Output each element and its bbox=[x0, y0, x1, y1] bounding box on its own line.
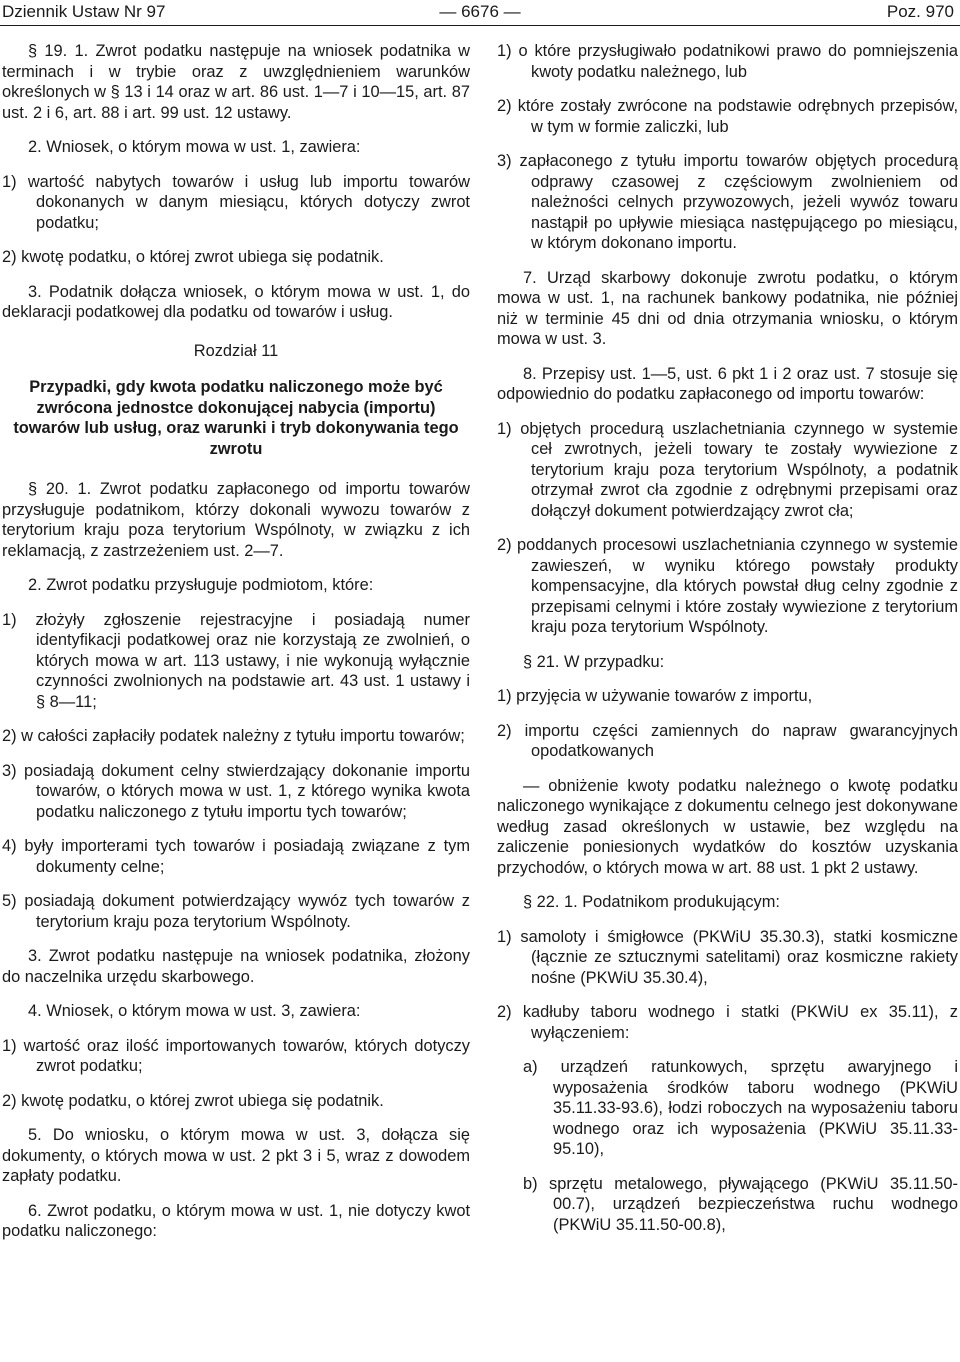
list-item: 2) kwotę podatku, o której zwrot ubiega się podatnik. bbox=[2, 248, 384, 266]
paragraph-20-1: § 20. 1. Zwrot podatku zapłaconego od importu towarów przysługuje podatnikom, którzy dokonali wywozu towarów z terytorium kraju poza terytorium Wspólnoty, w związku z ich reklamacją, z zastrzeżeniem ust. 2—7. bbox=[2, 480, 470, 560]
list-item: 1) złożyły zgłoszenie rejestracyjne i posiadają numer identyfikacji podatkowej oraz nie korzystają ze zwolnień, o których mowa w art. 113 ustawy, i nie wykonują wyłącznie czynności zwolnionych na podstawie art. 43 ust. 1 ustawy i § 8—11; bbox=[2, 610, 470, 711]
list-item: 2) poddanych procesowi uszlachetniania czynnego w systemie zawieszeń, w wyniku którego powstały produkty kompensacyjne, dla których powstał dług celny zgodnie z przepisami celnymi i które zostały wywiezione z terytorium kraju poza terytorium Wspólnoty. bbox=[497, 536, 958, 636]
list-item: 1) objętych procedurą uszlachetniania czynnego w systemie ceł zwrotnych, jeżeli towary te zostały wywiezione z terytorium kraju poza terytorium Wspólnoty, a podatnik otrzymał zwrot cła zgodnie z odrębnymi przepisami oraz dołączył dokument potwierdzający zwrot cła; bbox=[497, 419, 958, 520]
list-item: 1) wartość nabytych towarów i usług lub importu towarów dokonanych w danym miesiącu, których dotyczy zwrot podatku; bbox=[2, 172, 470, 232]
position-number: Poz. 970 bbox=[886, 2, 954, 21]
list-item: 2) importu części zamiennych do napraw gwarancyjnych opodatkowanych bbox=[497, 721, 958, 760]
chapter-title: Przypadki, gdy kwota podatku naliczonego może być zwrócona jednostce dokonującej nabycia (importu) towarów lub usług, oraz warunki i tryb dokonywania tego zwrotu bbox=[13, 378, 459, 458]
list-item: 2) kwotę podatku, o której zwrot ubiega się podatnik. bbox=[2, 1091, 384, 1110]
sub-list-item: a) urządzeń ratunkowych, sprzętu awaryjnego i wyposażenia środków taboru wodnego (PKWiU 35.11.33-93.6), łodzi roboczych na wyposażeniu taboru wodnego oraz ich wyposażenia (PKWiU 35.11.33-95.10), bbox=[523, 1058, 958, 1158]
chapter-heading: Rozdział 11 bbox=[193, 341, 279, 360]
paragraph-20-6: 6. Zwrot podatku, o którym mowa w ust. 1, nie dotyczy kwot podatku naliczonego: bbox=[2, 1201, 470, 1240]
paragraph-20-7: 7. Urząd skarbowy dokonuje zwrotu podatku, o którym mowa w ust. 1, na rachunek bankowy podatnika, nie później niż w terminie 45 dni od dnia otrzymania wniosku, o którym mowa w ust. 3. bbox=[497, 268, 958, 348]
header-rule bbox=[0, 25, 960, 26]
list-item: 1) wartość oraz ilość importowanych towarów, których dotyczy zwrot podatku; bbox=[2, 1036, 470, 1075]
paragraph-20-5: 5. Do wniosku, o którym mowa w ust. 3, dołącza się dokumenty, o których mowa w ust. 2 pkt 3 i 5, wraz z dowodem zapłaty podatku. bbox=[2, 1126, 470, 1185]
list-item: 4) były importerami tych towarów i posiadają związane z tym dokumenty celne; bbox=[2, 837, 470, 876]
page-number: — 6676 — bbox=[439, 2, 521, 21]
paragraph-20-4: 4. Wniosek, o którym mowa w ust. 3, zawiera: bbox=[28, 1002, 361, 1020]
page-header bbox=[0, 0, 960, 24]
list-item: 5) posiadają dokument potwierdzający wywóz tych towarów z terytorium kraju poza terytorium Wspólnoty. bbox=[2, 892, 470, 931]
paragraph-20-3: 3. Zwrot podatku następuje na wniosek podatnika, złożony do naczelnika urzędu skarbowego. bbox=[2, 947, 470, 986]
right-column bbox=[497, 41, 958, 1249]
list-item: 2) które zostały zwrócone na podstawie odrębnych przepisów, w tym w formie zaliczki, lub bbox=[497, 97, 958, 136]
list-item: 2) w całości zapłaciły podatek należny z tytułu importu towarów; bbox=[2, 727, 465, 745]
journal-title: Dziennik Ustaw Nr 97 bbox=[2, 2, 166, 21]
list-item: 3) zapłaconego z tytułu importu towarów objętych procedurą odprawy czasowej z częściowym zwolnieniem od należności celnych przywozowych, jeżeli wywóz towaru nastąpił po upływie miesiąca następującego po miesiącu, w którym dokonano importu. bbox=[497, 152, 958, 252]
sub-list-item: b) sprzętu metalowego, pływającego (PKWiU 35.11.50-00.7), urządzeń bezpieczeństwa ruchu wodnego (PKWiU 35.11.50-00.8), bbox=[523, 1174, 958, 1234]
list-item: 1) samoloty i śmigłowce (PKWiU 35.30.3), statki kosmiczne (łącznie ze sztucznymi satelitami) oraz kosmiczne rakiety nośne (PKWiU 35.30.4), bbox=[497, 927, 958, 987]
paragraph-19-1: § 19. 1. Zwrot podatku następuje na wniosek podatnika w terminach i w trybie oraz z uwzględnieniem warunków określonych w § 13 i 14 oraz w art. 86 ust. 1—7 i 10—15, art. 87 ust. 2 i 6, art. 88 i art. 99 ust. 12 ustawy. bbox=[2, 42, 470, 122]
list-item: 1) przyjęcia w używanie towarów z importu, bbox=[497, 687, 813, 705]
paragraph-22-1: § 22. 1. Podatnikom produkującym: bbox=[523, 893, 780, 911]
list-item: 1) o które przysługiwało podatnikowi prawo do pomniejszenia kwoty podatku należnego, lub bbox=[497, 42, 958, 81]
paragraph-20-2: 2. Zwrot podatku przysługuje podmiotom, które: bbox=[28, 576, 374, 594]
paragraph-21-text: — obniżenie kwoty podatku należnego o kwotę podatku naliczonego wynikające z dokumentu celnego jest dokonywane według zasad określonych w ustawie, bez względu na zaliczenie poniesionych wydatków do kosztów uzyskania przychodów, o których mowa w art. 88 ust. 1 pkt 2 ustawy. bbox=[497, 776, 958, 877]
paragraph-21: § 21. W przypadku: bbox=[523, 652, 665, 671]
paragraph-19-3: 3. Podatnik dołącza wniosek, o którym mowa w ust. 1, do deklaracji podatkowej dla podatku od towarów i usług. bbox=[2, 282, 470, 321]
paragraph-20-8: 8. Przepisy ust. 1—5, ust. 6 pkt 1 i 2 oraz ust. 7 stosuje się odpowiednio do podatku zapłaconego od importu towarów: bbox=[497, 364, 958, 403]
paragraph-19-2: 2. Wniosek, o którym mowa w ust. 1, zawiera: bbox=[28, 138, 361, 156]
list-item: 3) posiadają dokument celny stwierdzający dokonanie importu towarów, o których mowa w ust. 1, z którego wynika kwota podatku naliczonego z tytułu importu tych towarów; bbox=[2, 761, 470, 821]
list-item: 2) kadłuby taboru wodnego i statki (PKWiU ex 35.11), z wyłączeniem: bbox=[497, 1003, 958, 1042]
left-column bbox=[2, 41, 470, 1256]
